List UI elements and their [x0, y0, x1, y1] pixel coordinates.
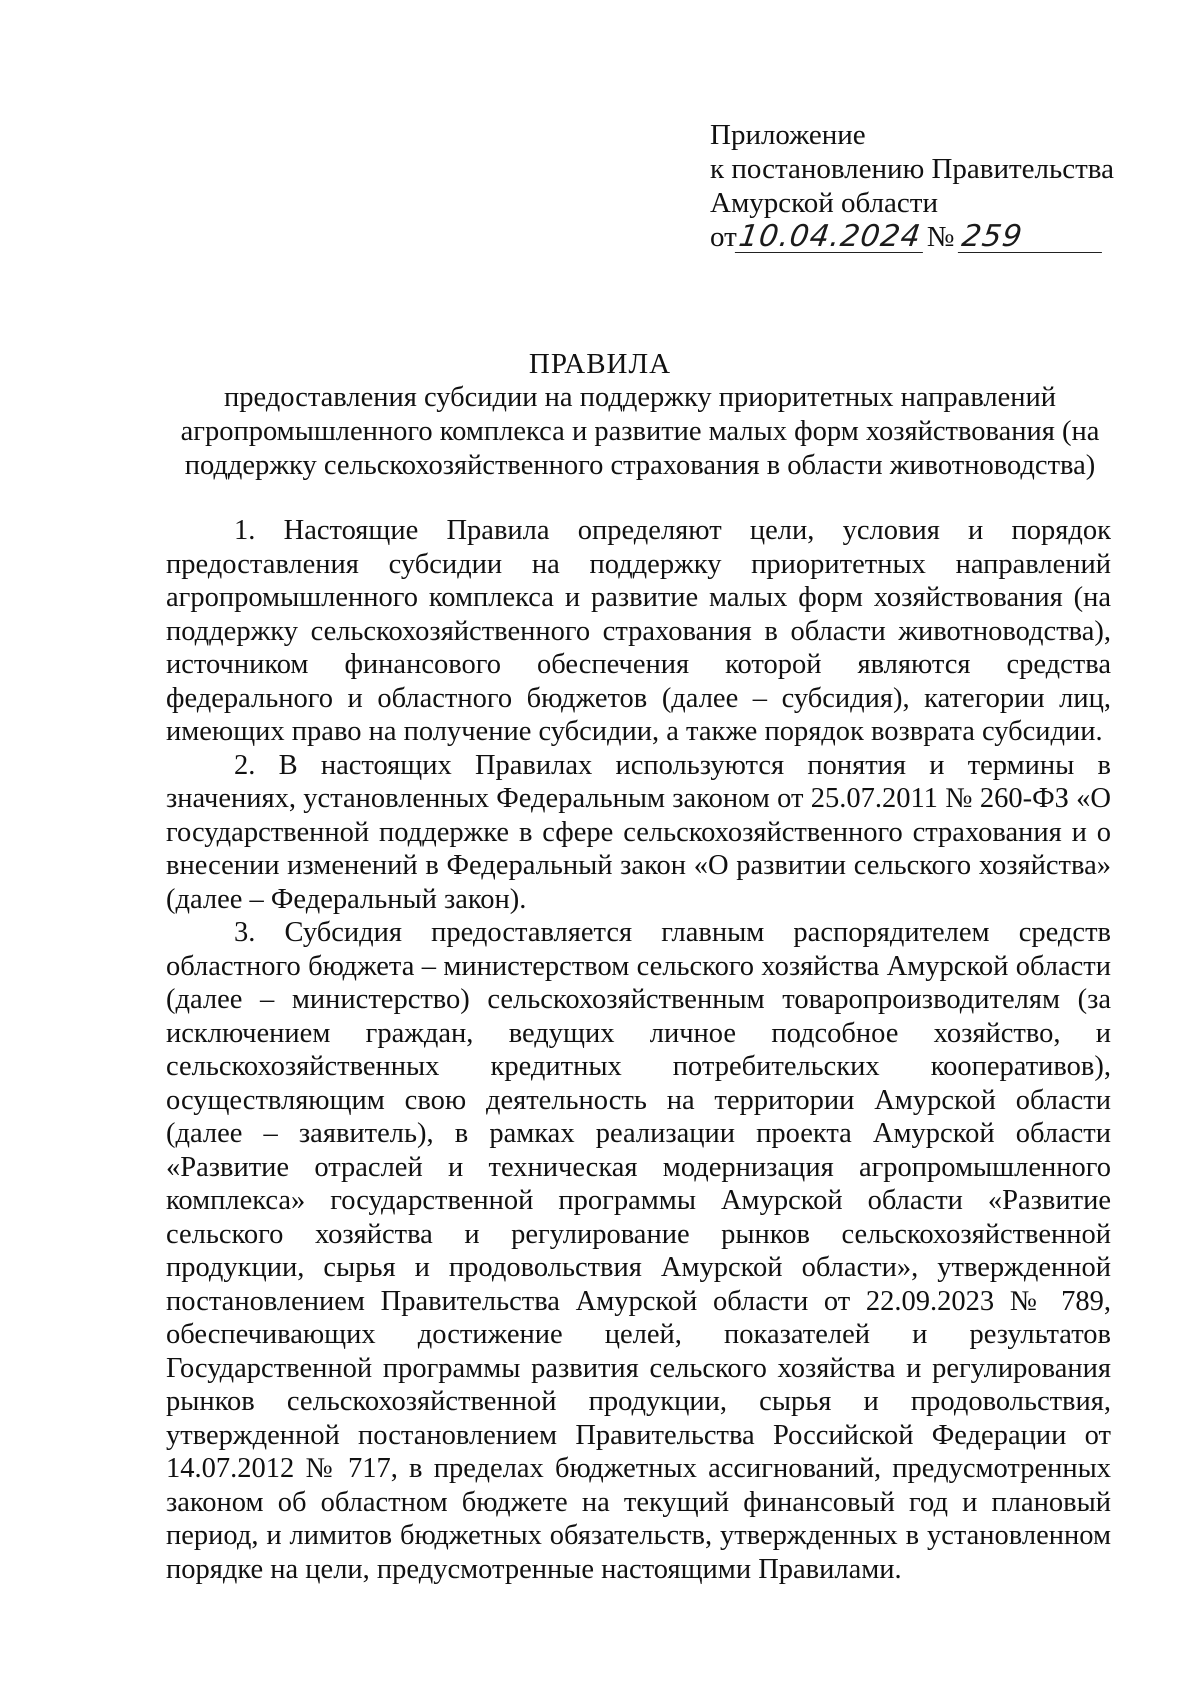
appendix-resolution-line: к постановлению Правительства [710, 153, 1114, 185]
subtitle-line: поддержку сельскохозяйственного страхования в области животноводства) [184, 450, 1096, 481]
appendix-title: Приложение [710, 119, 866, 151]
document-title: ПРАВИЛА [528, 348, 672, 380]
paragraph-2: 2. В настоящих Правилах используются понятия и термины в значениях, установленных Федеральным законом от 25.07.2011 № 260-ФЗ «О государственной поддержке в сфере сельскохозяйственного страхования и о внесении изменений в Федеральный закон «О развитии сельского хозяйства» (далее – Федеральный закон). [166, 749, 1111, 915]
number-sign: № [926, 221, 955, 253]
date-prefix: от [710, 221, 737, 253]
appendix-date-number-line [710, 220, 1130, 260]
paragraph-1: 1. Настоящие Правила определяют цели, условия и порядок предоставления субсидии на поддержку приоритетных направлений агропромышленного комплекса и развитие малых форм хозяйствования (на поддержку сельскохозяйственного страхования в области животноводства), источником финансового обеспечения которой являются средства федерального и областного бюджетов (далее – субсидия), категории лиц, имеющих право на получение субсидии, а также порядок возврата субсидии. [166, 515, 1111, 747]
appendix-header [710, 118, 1130, 260]
appendix-region-line: Амурской области [710, 187, 938, 219]
handwritten-number: 259 [958, 222, 1106, 253]
document-body [166, 514, 1111, 1586]
subtitle-line: предоставления субсидии на поддержку приоритетных направлений [223, 382, 1057, 413]
subtitle-line: агропромышленного комплекса и развитие малых форм хозяйствования (на [180, 416, 1100, 447]
document-subtitle [160, 381, 1120, 483]
handwritten-date: 10.04.2024 [735, 222, 927, 253]
paragraph-3: 3. Субсидия предоставляется главным распорядителем средств областного бюджета – министерством сельского хозяйства Амурской области (далее – министерство) сельскохозяйственным товаропроизводителям (за исключением граждан, ведущих личное подсобное хозяйство, и сельскохозяйственных кредитных потребительских кооперативов), осуществляющим свою деятельность на территории Амурской области (далее – заявитель), в рамках реализации проекта Амурской области «Развитие отраслей и техническая модернизация агропромышленного комплекса» государственной программы Амурской области «Развитие сельского хозяйства и регулирование рынков сельскохозяйственной продукции, сырья и продовольствия Амурской области», утвержденной постановлением Правительства Амурской области от 22.09.2023 № 789, обеспечивающих достижение целей, показателей и результатов Государственной программы развития сельского хозяйства и регулирования рынков сельскохозяйственной продукции, сырья и продовольствия, утвержденной постановлением Правительства Российской Федерации от 14.07.2012 № 717, в пределах бюджетных ассигнований, предусмотренных законом об областном бюджете на текущий финансовый год и плановый период, и лимитов бюджетных обязательств, утвержденных в установленном порядке на цели, предусмотренные настоящими Правилами. [166, 917, 1111, 1585]
